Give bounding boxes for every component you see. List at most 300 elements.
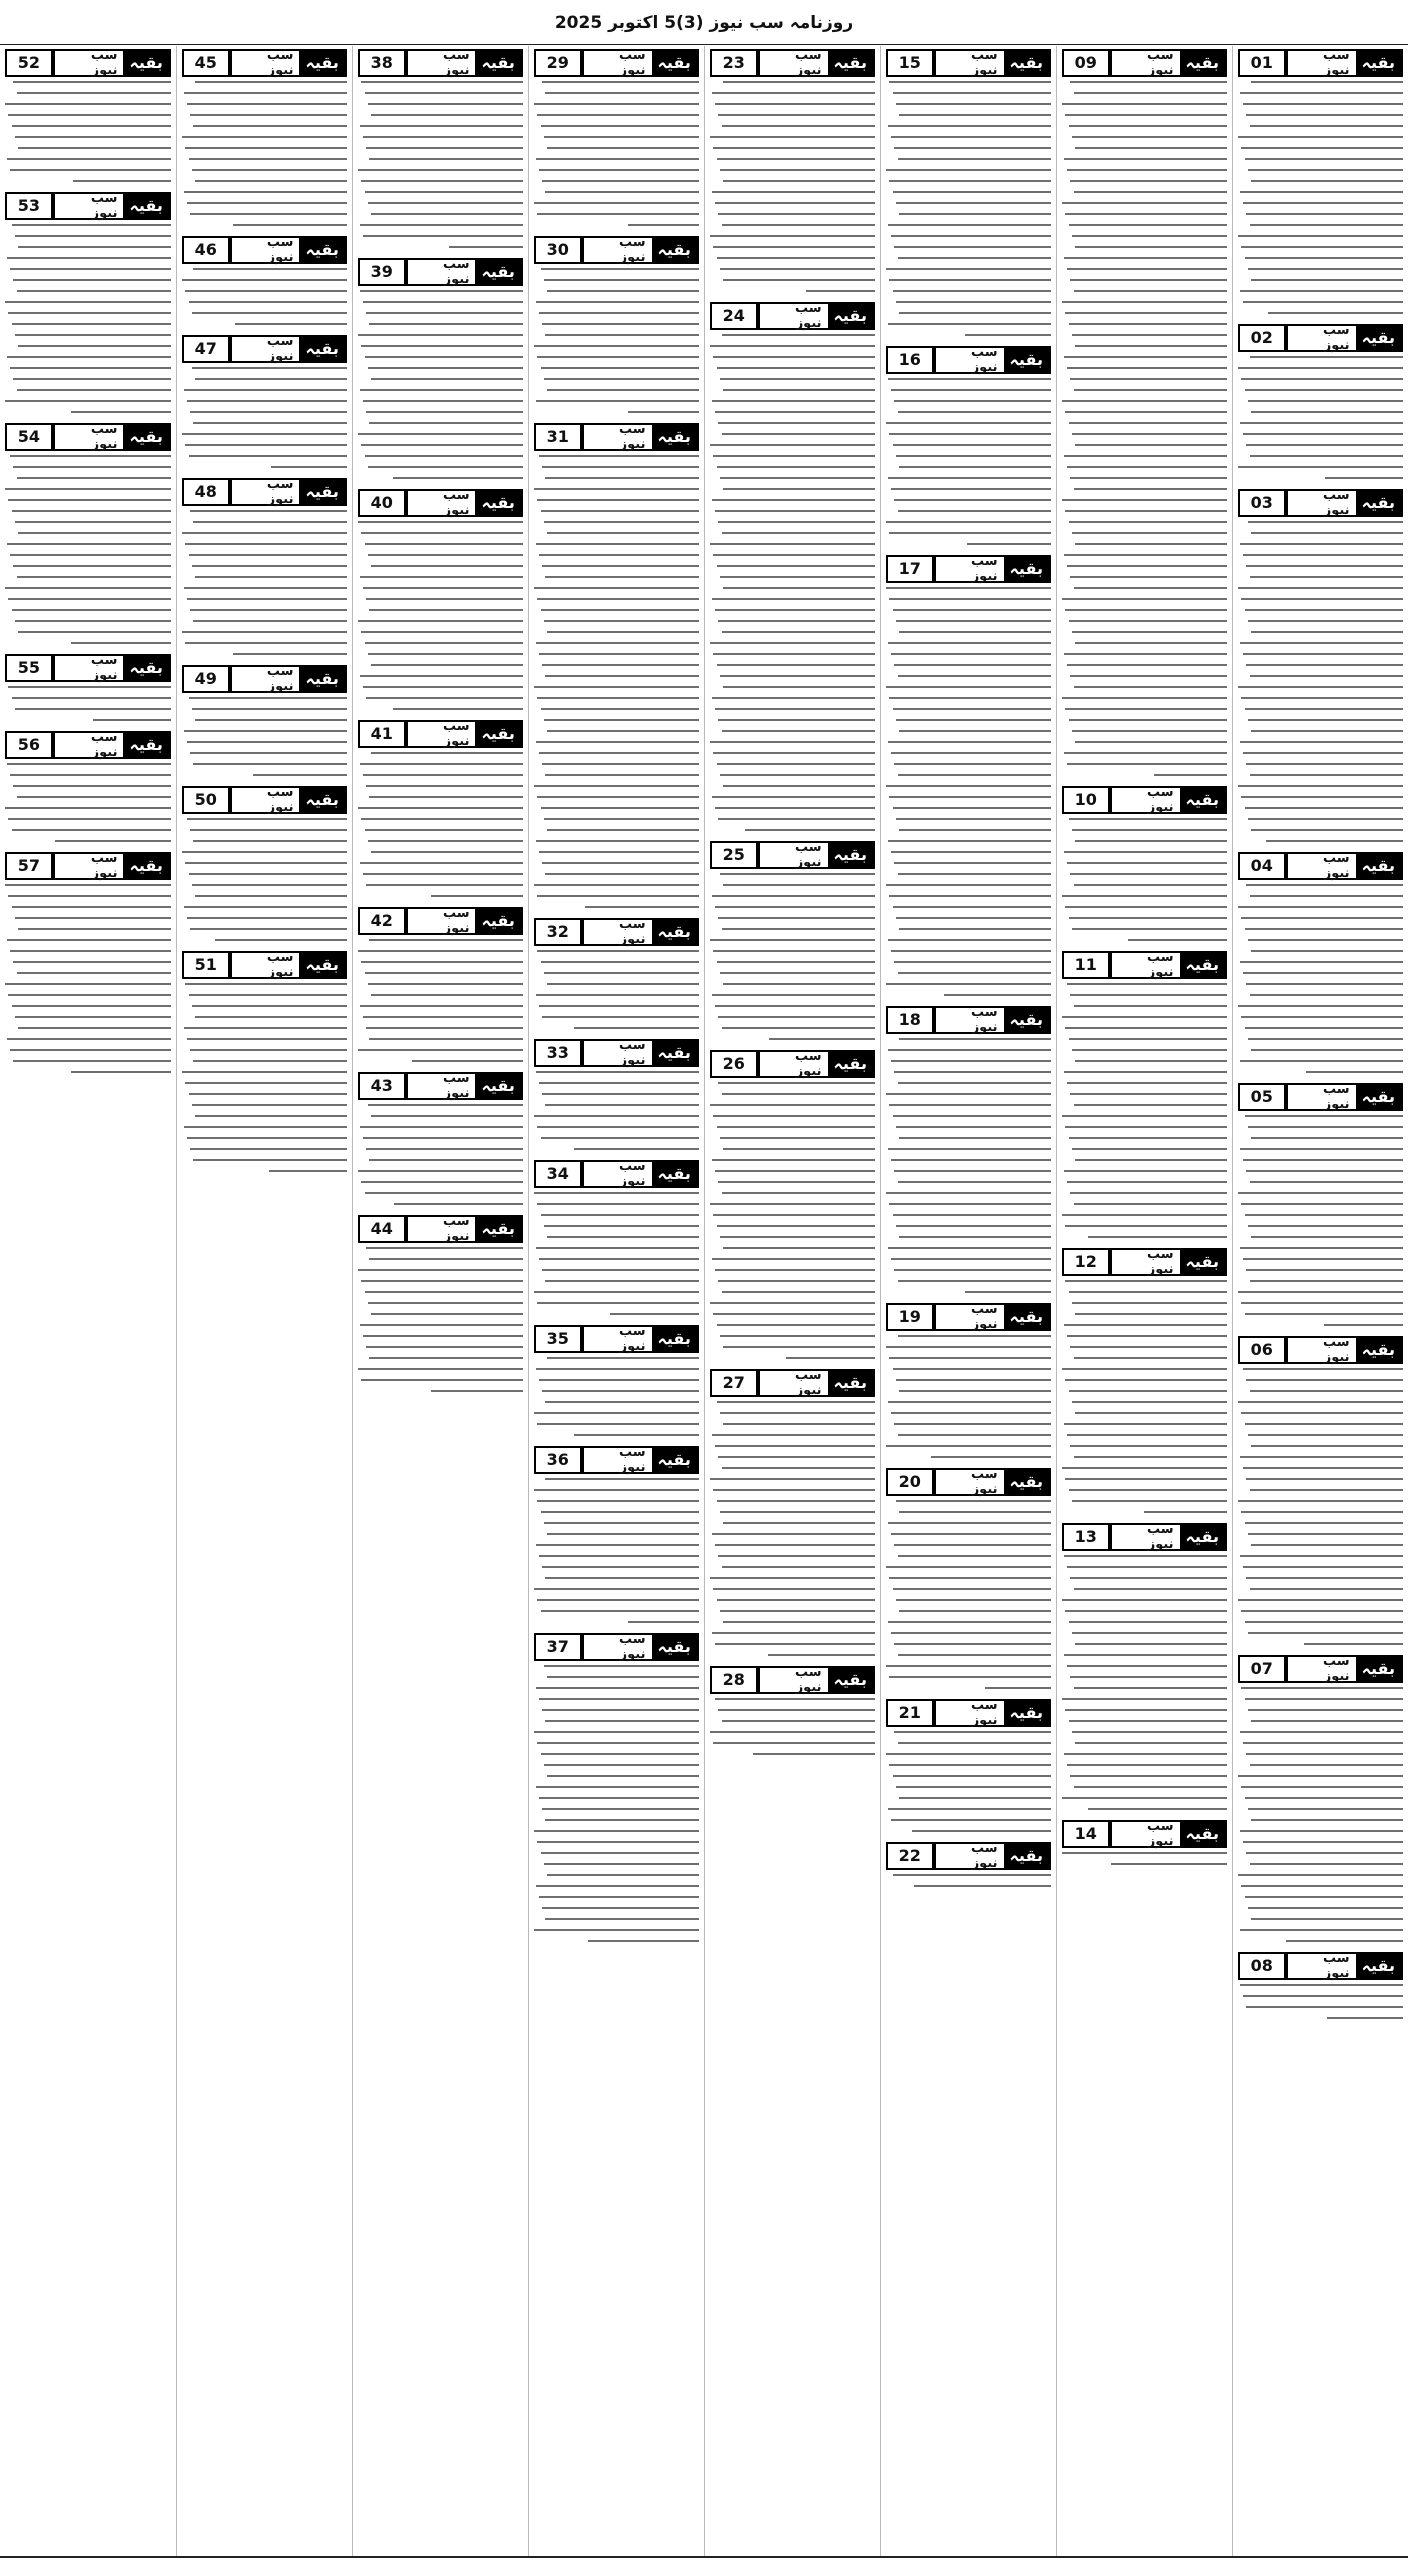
text-line xyxy=(628,1621,699,1623)
text-line xyxy=(715,906,875,908)
text-line xyxy=(896,1786,1051,1788)
article-text-block xyxy=(710,334,875,831)
text-line xyxy=(899,1038,1051,1040)
text-line xyxy=(1074,686,1227,688)
text-line xyxy=(723,389,875,391)
text-line xyxy=(1240,1555,1403,1557)
continuation-item xyxy=(534,48,699,226)
text-line xyxy=(73,180,171,182)
text-line xyxy=(1070,994,1227,996)
text-line xyxy=(894,147,1051,149)
baqia-label: بقیہ xyxy=(1004,1305,1049,1329)
continuation-number: 52 xyxy=(5,49,53,77)
text-line xyxy=(365,1192,523,1194)
article-text-block xyxy=(1062,818,1227,941)
text-line xyxy=(899,928,1051,930)
text-line xyxy=(588,1940,699,1942)
continuation-number: 21 xyxy=(886,1699,934,1727)
text-line xyxy=(15,136,171,138)
text-line xyxy=(358,1049,523,1051)
text-line xyxy=(235,323,347,325)
text-line xyxy=(1243,1566,1403,1568)
baqia-badge xyxy=(934,346,1051,374)
continuation-number: 33 xyxy=(534,1039,582,1067)
text-line xyxy=(1250,1863,1403,1865)
text-line xyxy=(1245,257,1403,259)
continuation-item xyxy=(1238,1654,1403,1942)
text-line xyxy=(889,1357,1051,1359)
text-line xyxy=(886,169,1051,171)
text-line xyxy=(894,1643,1051,1645)
text-line xyxy=(358,807,523,809)
text-line xyxy=(358,1368,523,1370)
text-line xyxy=(369,422,522,424)
continuation-header xyxy=(1062,1819,1227,1849)
baqia-label: بقیہ xyxy=(475,722,520,746)
subnews-label: سب نیوز xyxy=(794,1368,822,1398)
text-line xyxy=(184,1126,347,1128)
text-line xyxy=(365,543,523,545)
baqia-label: بقیہ xyxy=(652,920,697,944)
text-line xyxy=(710,444,875,446)
text-line xyxy=(1250,774,1403,776)
text-line xyxy=(1062,301,1227,303)
text-line xyxy=(718,213,875,215)
text-line xyxy=(547,532,699,534)
text-line xyxy=(534,202,699,204)
subnews-label: سب نیوز xyxy=(1323,1654,1350,1684)
text-line xyxy=(7,543,171,545)
text-line xyxy=(1069,125,1227,127)
text-line xyxy=(368,1302,523,1304)
text-line xyxy=(1238,1005,1403,1007)
text-line xyxy=(720,675,875,677)
continuation-item xyxy=(1062,48,1227,776)
baqia-badge xyxy=(230,951,347,979)
text-line xyxy=(1246,1577,1403,1579)
text-line xyxy=(891,389,1051,391)
text-line xyxy=(1240,1830,1403,1832)
continuation-item xyxy=(5,422,171,644)
text-line xyxy=(544,1522,699,1524)
article-text-block xyxy=(886,1500,1051,1689)
text-line xyxy=(18,246,171,248)
text-line xyxy=(187,818,347,820)
text-line xyxy=(886,785,1051,787)
text-line xyxy=(7,356,171,358)
continuation-number: 02 xyxy=(1238,324,1286,352)
continuation-number: 35 xyxy=(534,1325,582,1353)
text-line xyxy=(1074,1786,1227,1788)
text-line xyxy=(539,169,699,171)
text-line xyxy=(1251,81,1403,83)
text-line xyxy=(7,257,171,259)
continuation-header xyxy=(358,257,523,287)
text-line xyxy=(271,466,347,468)
text-line xyxy=(1240,1456,1403,1458)
text-line xyxy=(7,158,171,160)
text-line xyxy=(189,873,347,875)
text-line xyxy=(215,939,347,941)
text-line xyxy=(1062,499,1227,501)
baqia-label: بقیہ xyxy=(652,238,697,262)
text-line xyxy=(371,664,523,666)
text-line xyxy=(893,1368,1051,1370)
text-line xyxy=(363,400,523,402)
text-line xyxy=(15,708,171,710)
text-line xyxy=(7,763,171,765)
text-line xyxy=(1243,653,1403,655)
text-line xyxy=(1243,1742,1403,1744)
text-line xyxy=(93,719,171,721)
text-line xyxy=(893,609,1051,611)
baqia-badge xyxy=(758,1050,875,1078)
text-line xyxy=(891,488,1051,490)
text-line xyxy=(1240,642,1403,644)
text-line xyxy=(1075,1412,1227,1414)
subnews-label: سب نیوز xyxy=(442,1214,470,1244)
text-line xyxy=(1245,1621,1403,1623)
continuation-number: 42 xyxy=(358,907,406,935)
text-line xyxy=(1245,1214,1403,1216)
text-line xyxy=(193,840,346,842)
text-line xyxy=(541,1511,699,1513)
text-line xyxy=(1074,1687,1227,1689)
text-line xyxy=(888,642,1051,644)
text-line xyxy=(713,554,875,556)
text-line xyxy=(366,411,523,413)
baqia-label: بقیہ xyxy=(299,953,344,977)
text-line xyxy=(5,587,171,589)
text-line xyxy=(715,103,875,105)
text-line xyxy=(361,532,523,534)
text-line xyxy=(713,653,875,655)
text-line xyxy=(368,202,523,204)
text-line xyxy=(1072,334,1227,336)
text-line xyxy=(718,620,875,622)
text-line xyxy=(1241,598,1403,600)
text-line xyxy=(898,1280,1051,1282)
continuation-number: 12 xyxy=(1062,1248,1110,1276)
text-line xyxy=(195,81,347,83)
text-line xyxy=(17,576,171,578)
article-text-block xyxy=(534,1665,699,1942)
subnews-label: سب نیوز xyxy=(1323,851,1350,881)
subnews-label: سب نیوز xyxy=(970,1005,998,1035)
text-line xyxy=(536,1687,699,1689)
text-line xyxy=(1240,741,1403,743)
text-line xyxy=(713,1489,875,1491)
text-line xyxy=(187,1137,347,1139)
text-line xyxy=(713,1742,875,1744)
text-line xyxy=(371,1313,523,1315)
subnews-label: سب نیوز xyxy=(1147,1522,1174,1552)
text-line xyxy=(1250,1181,1403,1183)
text-line xyxy=(1248,400,1403,402)
baqia-label: بقیہ xyxy=(1356,1085,1401,1109)
text-line xyxy=(898,774,1051,776)
text-line xyxy=(5,103,171,105)
text-line xyxy=(369,323,522,325)
continuation-item xyxy=(534,1038,699,1150)
baqia-badge xyxy=(758,1369,875,1397)
continuation-item xyxy=(1062,1522,1227,1810)
text-line xyxy=(893,906,1051,908)
subnews-label: سب نیوز xyxy=(442,1071,470,1101)
text-line xyxy=(898,1434,1051,1436)
text-line xyxy=(1245,158,1403,160)
continuation-number: 43 xyxy=(358,1072,406,1100)
article-text-block xyxy=(358,81,523,248)
baqia-badge xyxy=(582,1325,699,1353)
text-line xyxy=(1075,741,1227,743)
baqia-badge xyxy=(1110,49,1227,77)
subnews-label: سب نیوز xyxy=(970,1467,998,1497)
text-line xyxy=(366,312,523,314)
text-line xyxy=(1241,917,1403,919)
continuation-number: 24 xyxy=(710,302,758,330)
text-line xyxy=(1248,620,1403,622)
subnews-label: سب نیوز xyxy=(442,906,470,936)
text-line xyxy=(1072,136,1227,138)
text-line xyxy=(720,1511,875,1513)
text-line xyxy=(888,323,1051,325)
text-line xyxy=(717,1500,875,1502)
text-line xyxy=(1072,235,1227,237)
text-line xyxy=(1268,312,1403,314)
baqia-label: بقیہ xyxy=(299,51,344,75)
text-line xyxy=(886,983,1051,985)
text-line xyxy=(1062,1852,1227,1854)
continuation-item xyxy=(886,1302,1051,1458)
text-line xyxy=(1072,1632,1227,1634)
text-line xyxy=(542,565,699,567)
text-line xyxy=(431,1390,523,1392)
continuation-number: 09 xyxy=(1062,49,1110,77)
subnews-label: سب نیوز xyxy=(618,235,646,265)
continuation-item xyxy=(1062,785,1227,941)
continuation-number: 01 xyxy=(1238,49,1286,77)
continuation-header xyxy=(710,840,875,870)
text-line xyxy=(544,818,699,820)
text-line xyxy=(182,851,347,853)
text-line xyxy=(806,290,875,292)
subnews-label: سب نیوز xyxy=(442,257,470,287)
continuation-number: 15 xyxy=(886,49,934,77)
baqia-label: بقیہ xyxy=(1004,1701,1049,1725)
text-line xyxy=(722,928,875,930)
subnews-label: سب نیوز xyxy=(90,653,118,683)
text-line xyxy=(187,400,347,402)
continuation-item xyxy=(182,235,347,325)
text-line xyxy=(17,972,171,974)
text-line xyxy=(369,1038,522,1040)
news-column xyxy=(1232,46,1408,2556)
text-line xyxy=(195,576,347,578)
text-line xyxy=(358,1170,523,1172)
text-line xyxy=(715,202,875,204)
text-line xyxy=(1065,213,1227,215)
text-line xyxy=(898,1654,1051,1656)
text-line xyxy=(1245,1896,1403,1898)
text-line xyxy=(712,499,875,501)
text-line xyxy=(541,510,699,512)
continuation-header xyxy=(358,1214,523,1244)
text-line xyxy=(195,378,347,380)
text-line xyxy=(888,224,1051,226)
continuation-number: 10 xyxy=(1062,786,1110,814)
continuation-header xyxy=(1238,488,1403,518)
text-line xyxy=(189,1093,347,1095)
text-line xyxy=(1250,895,1403,897)
text-line xyxy=(712,895,875,897)
text-line xyxy=(1250,1489,1403,1491)
text-line xyxy=(1064,1555,1227,1557)
text-line xyxy=(1075,1060,1227,1062)
text-line xyxy=(889,796,1051,798)
article-text-block xyxy=(710,81,875,292)
text-line xyxy=(1324,1324,1403,1326)
text-line xyxy=(1069,620,1227,622)
text-line xyxy=(1064,554,1227,556)
text-line xyxy=(8,114,171,116)
continuation-item xyxy=(5,851,171,1073)
continuation-header xyxy=(358,1071,523,1101)
continuation-header xyxy=(1062,1247,1227,1277)
text-line xyxy=(536,1071,699,1073)
text-line xyxy=(542,466,699,468)
text-line xyxy=(1062,202,1227,204)
text-line xyxy=(898,158,1051,160)
baqia-badge xyxy=(758,302,875,330)
text-line xyxy=(723,180,875,182)
baqia-label: بقیہ xyxy=(1180,1525,1225,1549)
baqia-label: بقیہ xyxy=(652,1635,697,1659)
article-text-block xyxy=(182,510,347,655)
article-text-block xyxy=(1238,81,1403,314)
text-line xyxy=(891,1258,1051,1260)
baqia-label: بقیہ xyxy=(299,337,344,361)
subnews-label: سب نیوز xyxy=(266,48,294,78)
text-line xyxy=(712,92,875,94)
text-line xyxy=(717,466,875,468)
text-line xyxy=(893,444,1051,446)
text-line xyxy=(1241,697,1403,699)
text-line xyxy=(190,510,347,512)
text-line xyxy=(542,1808,699,1810)
text-line xyxy=(185,543,347,545)
text-line xyxy=(369,1159,522,1161)
continuation-item xyxy=(534,1632,699,1942)
baqia-label: بقیہ xyxy=(475,491,520,515)
text-line xyxy=(537,950,699,952)
text-line xyxy=(547,1874,699,1876)
text-line xyxy=(1070,180,1227,182)
text-line xyxy=(184,587,347,589)
continuation-item xyxy=(886,1467,1051,1689)
subnews-label: سب نیوز xyxy=(90,48,118,78)
text-line xyxy=(547,389,699,391)
text-line xyxy=(541,367,699,369)
text-line xyxy=(371,565,523,567)
text-line xyxy=(1067,862,1227,864)
text-line xyxy=(542,862,699,864)
subnews-label: سب نیوز xyxy=(1147,1819,1174,1849)
text-line xyxy=(539,1258,699,1260)
text-line xyxy=(1072,829,1227,831)
baqia-badge xyxy=(406,1215,523,1243)
text-line xyxy=(539,1379,699,1381)
text-line xyxy=(1245,609,1403,611)
text-line xyxy=(722,730,875,732)
text-line xyxy=(1072,1401,1227,1403)
news-column xyxy=(1056,46,1232,2556)
article-text-block xyxy=(182,367,347,468)
text-line xyxy=(545,675,698,677)
text-line xyxy=(1250,1280,1403,1282)
text-line xyxy=(888,939,1051,941)
text-line xyxy=(717,1126,875,1128)
text-line xyxy=(1064,257,1227,259)
continuation-header xyxy=(1238,1951,1403,1981)
text-line xyxy=(366,884,523,886)
text-line xyxy=(1075,246,1227,248)
continuation-header xyxy=(182,477,347,507)
text-line xyxy=(893,1588,1051,1590)
continuation-item xyxy=(710,1368,875,1656)
text-line xyxy=(1245,807,1403,809)
text-line xyxy=(536,158,699,160)
text-line xyxy=(13,279,171,281)
text-line xyxy=(545,1819,698,1821)
text-line xyxy=(720,169,875,171)
text-line xyxy=(1069,818,1227,820)
continuation-number: 34 xyxy=(534,1160,582,1188)
article-text-block xyxy=(534,950,699,1029)
text-line xyxy=(1069,323,1227,325)
text-line xyxy=(723,1346,875,1348)
text-line xyxy=(898,1335,1051,1337)
continuation-number: 54 xyxy=(5,423,53,451)
text-line xyxy=(712,697,875,699)
text-line xyxy=(894,1269,1051,1271)
text-line xyxy=(537,1841,699,1843)
text-line xyxy=(537,499,699,501)
text-line xyxy=(1240,1247,1403,1249)
text-line xyxy=(1075,1313,1227,1315)
text-line xyxy=(717,565,875,567)
text-line xyxy=(17,796,171,798)
text-line xyxy=(545,477,698,479)
text-line xyxy=(723,1621,875,1623)
baqia-badge xyxy=(406,907,523,935)
baqia-badge xyxy=(1286,324,1403,352)
subnews-label: سب نیوز xyxy=(618,1445,646,1475)
text-line xyxy=(1064,752,1227,754)
text-line xyxy=(1240,1984,1403,1986)
text-line xyxy=(368,983,523,985)
text-line xyxy=(536,840,699,842)
text-line xyxy=(722,1291,875,1293)
text-line xyxy=(1069,1291,1227,1293)
text-line xyxy=(723,785,875,787)
text-line xyxy=(1243,202,1403,204)
text-line xyxy=(1240,1731,1403,1733)
text-line xyxy=(371,851,523,853)
text-line xyxy=(13,466,171,468)
text-line xyxy=(187,103,347,105)
continuation-header xyxy=(1238,323,1403,353)
